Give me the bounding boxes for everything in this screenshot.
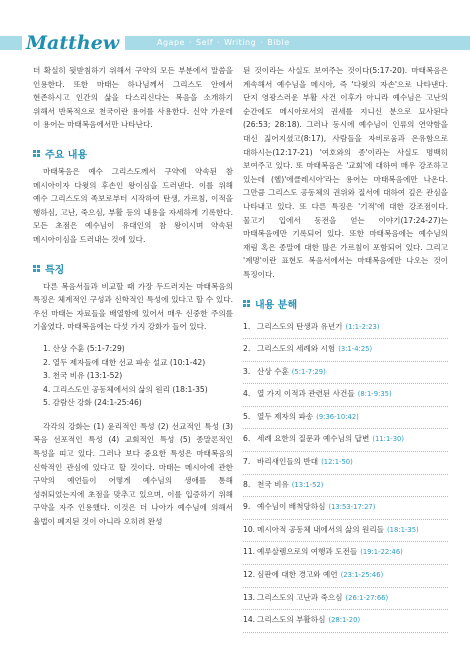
outline-item bbox=[243, 384, 448, 407]
outline-number: 14. bbox=[243, 615, 256, 625]
outline-number: 5. bbox=[243, 411, 251, 421]
outline-item bbox=[243, 339, 448, 362]
section-heading-main-content bbox=[33, 146, 233, 161]
outline-reference: (5:1-7:29) bbox=[291, 367, 326, 376]
section-title: 특징 bbox=[45, 264, 65, 276]
outline-item bbox=[243, 362, 448, 385]
intro-paragraph: 더 확실히 뒷받침하기 위해서 구약의 모든 부분에서 말씀을 인용한다. 또한 마태는 하나님께서 그리스도 안에서 현존하시고 인간의 삶을 다스리신다는 복음을 소개하기 위해서 반복적으로 천국이란 용어를 사용한다. 신약 가운데 이 용어는 마태복음에서만 나타난다. bbox=[33, 66, 233, 130]
outline-reference: (23:1-25:46) bbox=[340, 571, 384, 580]
outline-number: 12. bbox=[243, 570, 256, 580]
outline-item bbox=[243, 542, 448, 565]
outline-title: 그리스도의 세례와 시험 bbox=[257, 344, 336, 354]
outline-title: 심판에 대한 경고와 예언 bbox=[257, 570, 338, 580]
outline-number: 9. bbox=[243, 502, 251, 512]
outline-title: 예수님이 배척당하심 bbox=[257, 502, 326, 512]
outline-item bbox=[243, 565, 448, 588]
outline-number: 1. bbox=[243, 321, 251, 331]
section-title: 주요 내용 bbox=[45, 149, 88, 161]
discourse-list bbox=[43, 342, 233, 410]
features-paragraph-2: 각각의 강화는 (1) 윤리적인 특성 (2) 선교적인 특성 (3) 복음 선포적인 특성 (4) 교회적인 특성 (5) 종말론적인 특성을 띠고 있다. 그러나 보다 중요한 특성은 마태복음의 신학적인 관심에 있다고 할 것이다. 마태는 메시아에 관한 구약의 예언들이 어떻게 예수님의 생애를 통해 성취되었는지에 초점을 맞추고 있으며, 이를 입증하기 위해 구약을 자주 인용했다. 이것은 더 나아가 예수님에 의해서 율법이 폐지된 것이 아니라 오히려 완성 bbox=[33, 421, 233, 527]
outline-title: 그리스도의 탄생과 유년기 bbox=[257, 321, 343, 331]
outline-title: 산상 수훈 bbox=[257, 366, 289, 376]
outline-reference: (13:1-52) bbox=[291, 480, 324, 489]
outline-reference: (9:36-10:42) bbox=[316, 412, 359, 421]
tagline-word: Agape bbox=[157, 38, 185, 47]
tagline: Agape · Self · Writing · Bible bbox=[157, 38, 290, 47]
book-title: Matthew bbox=[22, 34, 125, 52]
discourse-item: 4. 그리스도인 공동체에서의 삶의 원리 (18:1-35) bbox=[43, 384, 208, 394]
outline-title: 그리스도의 고난과 죽으심 bbox=[257, 592, 343, 602]
outline-title: 예루살렘으로의 여행과 도전들 bbox=[257, 547, 358, 557]
outline-reference: (11:1-30) bbox=[372, 435, 405, 444]
outline-reference: (18:1-35) bbox=[387, 525, 419, 534]
section-heading-outline bbox=[243, 296, 448, 311]
outline-title: 열두 제자의 파송 bbox=[257, 411, 314, 421]
outline-reference: (26:1-27:66) bbox=[345, 593, 389, 602]
discourse-item: 2. 열두 제자들에 대한 선교 파송 설교 (10:1-42) bbox=[43, 357, 206, 367]
outline-reference: (8:1-9:35) bbox=[357, 390, 392, 399]
outline-number: 10. bbox=[243, 524, 256, 534]
outline-title: 세례 요한의 질문과 예수님의 답변 bbox=[257, 434, 370, 444]
outline-list bbox=[243, 317, 448, 633]
outline-reference: (1:1-2:23) bbox=[345, 322, 380, 331]
outline-number: 3. bbox=[243, 366, 251, 376]
section-heading-features bbox=[33, 261, 233, 276]
features-paragraph: 다른 복음서들과 비교할 때 가장 두드러지는 마태복음의 특징은 체계적인 구성과 신학적인 특성에 있다고 할 수 있다. 우선 마태는 자료들을 배열함에 있어서 매우 신중한 주의를 기울였다. 마태복음에는 다섯 가지 강화가 들어 있다. bbox=[33, 281, 233, 332]
square-bullet-icon bbox=[243, 300, 250, 307]
outline-item bbox=[243, 317, 448, 340]
outline-reference: (28:1-20) bbox=[328, 616, 361, 625]
outline-title: 천국 비유 bbox=[257, 479, 289, 489]
outline-reference: (3:1-4:25) bbox=[338, 345, 373, 354]
outline-reference: (19:1-22:46) bbox=[360, 548, 403, 557]
outline-number: 4. bbox=[243, 389, 251, 399]
square-bullet-icon bbox=[33, 150, 40, 157]
outline-number: 8. bbox=[243, 479, 251, 489]
outline-reference: (12:1-50) bbox=[321, 458, 353, 467]
outline-item bbox=[243, 588, 448, 611]
outline-number: 7. bbox=[243, 457, 251, 467]
outline-item bbox=[243, 610, 448, 633]
right-column bbox=[243, 64, 448, 633]
outline-title: 메시아적 공동체 내에서의 삶의 원리들 bbox=[257, 524, 385, 534]
left-column bbox=[33, 64, 233, 529]
outline-item bbox=[243, 407, 448, 430]
tagline-word: Self bbox=[196, 38, 214, 47]
outline-item bbox=[243, 520, 448, 543]
main-content-paragraph: 마태복음은 예수 그리스도께서 구약에 약속된 참 메시아이자 다윗의 후손인 왕이심을 드러낸다. 이를 위해 예수 그리스도의 족보로부터 시작하여 탄생, 가르침, 이적을 행하심, 고난, 죽으심, 부활 등의 내용을 자세하게 기록한다. 모든 초점은 예수님이 유대인의 참 왕이시며 약속된 메시아이심을 드러내는 것에 있다. bbox=[33, 166, 233, 244]
tagline-word: Bible bbox=[267, 38, 290, 47]
section-title: 내용 분해 bbox=[255, 299, 298, 311]
outline-item bbox=[243, 475, 448, 498]
outline-number: 2. bbox=[243, 344, 251, 354]
tagline-word: Writing bbox=[224, 38, 257, 47]
outline-title: 바리새인들의 반대 bbox=[257, 457, 319, 467]
outline-title: 그리스도의 부활하심 bbox=[257, 615, 326, 625]
outline-number: 6. bbox=[243, 434, 251, 444]
outline-item bbox=[243, 429, 448, 452]
discourse-item: 5. 감람산 강화 (24:1-25:46) bbox=[43, 398, 142, 408]
continuation-paragraph: 된 것이라는 사실도 보여주는 것이다(5:17-20). 마태복음은 계속해서 예수님을 메시아, 즉 '다윗의 자손'으로 나타낸다. 단지 영광스러운 부활 사건 이후가 아니라 예수님은 고난의 순간에도 메시아로서의 권세를 지니신 분으로 묘사된다(26:53; 28:18). 그러나 동시에 예수님이 인류의 연약함을 대신 짊어지셨고(8:17), 사람들을 자비로움과 온유함으로 대하시는(12:17-21) '여호와의 종'이라는 사실도 명백히 보여주고 있다. 또 마태복음은 '교회'에 대하여 매우 강조하고 있는데 (헬)'에클레시아'라는 용어는 마태복음에만 나온다. 그만큼 그리스도 공동체의 권위와 질서에 대하여 깊은 관심을 나타내고 있다. 또 다른 특징은 '기적'에 대한 강조점이다. 물고기 입에서 동전을 얻는 이야기(17:24-27)는 마태복음에만 기록되어 있다. 또한 마태복음에는 예수님의 재림 혹은 종말에 대한 많은 가르침이 포함되어 있다. 그리고 '계명'이란 표현도 복음서에서는 마태복음에만 나오는 것이 특징이다. bbox=[243, 66, 448, 279]
discourse-item: 3. 천국 비유 (13:1-52) bbox=[43, 371, 123, 381]
outline-item bbox=[243, 497, 448, 520]
outline-title: 열 가지 이적과 관련된 사건들 bbox=[257, 389, 355, 399]
discourse-item: 1. 산상 수훈 (5:1-7:29) bbox=[43, 343, 125, 353]
page-header bbox=[0, 0, 470, 52]
outline-reference: (13:53-17:27) bbox=[328, 503, 376, 512]
square-bullet-icon bbox=[33, 265, 40, 272]
outline-number: 11. bbox=[243, 547, 256, 557]
outline-item bbox=[243, 452, 448, 475]
outline-number: 13. bbox=[243, 592, 256, 602]
